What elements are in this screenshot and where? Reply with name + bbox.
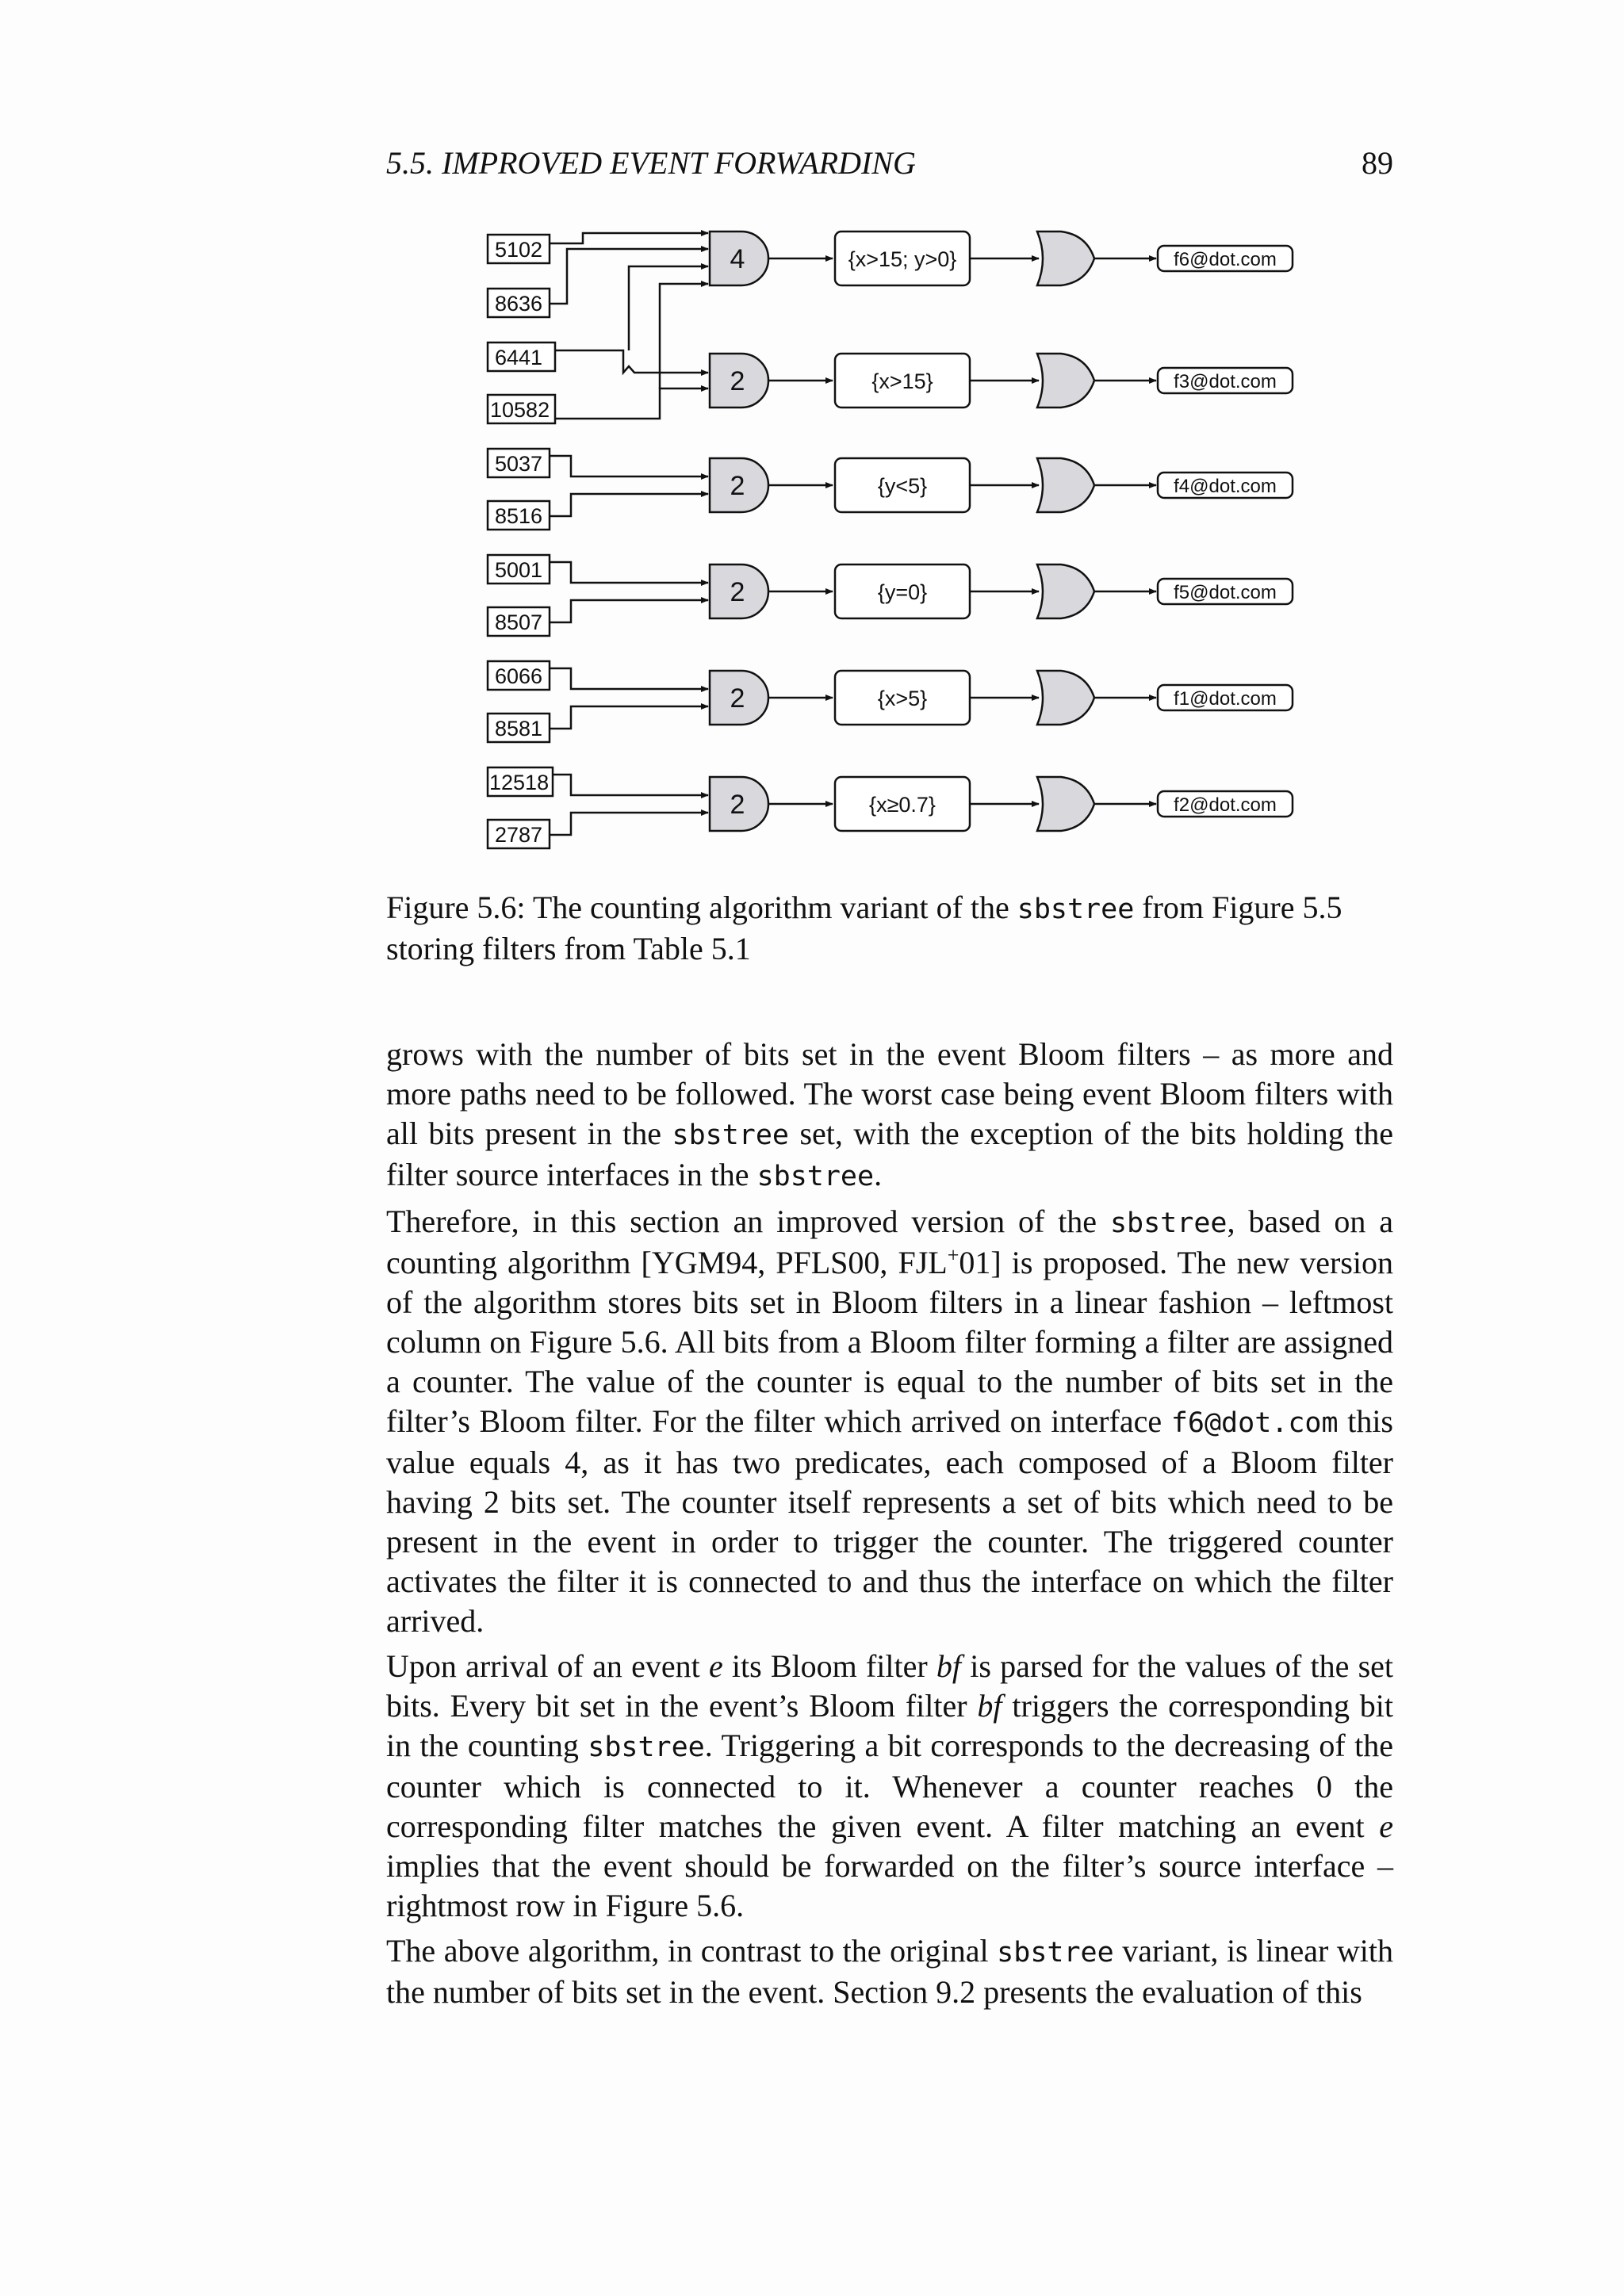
- text: , based on a counting algorithm [YGM94, PFLS00, FJL: [386, 1203, 1394, 1280]
- counter-label: 2: [730, 577, 745, 607]
- paragraph-2: [386, 1202, 1393, 1641]
- bit-label: 5102: [495, 238, 543, 262]
- counter-label: 4: [730, 244, 745, 274]
- or-gate: [1037, 354, 1094, 408]
- code: sbstree: [672, 1119, 790, 1151]
- math-var: bf: [977, 1688, 1002, 1724]
- filter-label: {x>5}: [877, 687, 928, 710]
- bit-label: 6066: [495, 664, 543, 688]
- paragraph-3: [386, 1647, 1393, 1926]
- caption-code: sbstree: [1017, 894, 1135, 925]
- caption-suffix: from Figure 5.5 storing filters from Table 5.1: [386, 890, 1342, 966]
- arrows-gate-filter: [768, 258, 833, 804]
- or-gate: [1037, 232, 1094, 285]
- text: triggers the corresponding bit in the counting: [386, 1688, 1394, 1763]
- or-gate: [1037, 671, 1094, 725]
- section-title: 5.5. IMPROVED EVENT FORWARDING: [386, 145, 916, 181]
- text: .: [874, 1157, 883, 1192]
- or-gate: [1037, 458, 1094, 512]
- math-var: e: [708, 1648, 723, 1684]
- paragraph-4: [386, 1931, 1393, 2012]
- interface-label: f4@dot.com: [1174, 476, 1277, 497]
- bit-boxes: [488, 235, 555, 848]
- code: sbstree: [756, 1161, 875, 1192]
- paragraph-1: [386, 1035, 1393, 1196]
- interface-label: f3@dot.com: [1174, 371, 1277, 392]
- math-var: e: [1379, 1808, 1393, 1844]
- wires-pairs: [550, 456, 708, 835]
- bit-label: 6441: [495, 346, 543, 369]
- arrows-or-interface: [1094, 258, 1156, 804]
- bit-label: 2787: [495, 823, 543, 847]
- code: sbstree: [588, 1732, 705, 1763]
- code: f6@dot.com: [1170, 1407, 1339, 1439]
- text: set, with the exception of the bits holding the filter source interfaces in the: [386, 1115, 1393, 1192]
- text: Therefore, in this section an improved version of the: [386, 1203, 1110, 1239]
- counter-label: 2: [730, 683, 745, 714]
- superscript: +: [947, 1243, 959, 1267]
- interface-label: f1@dot.com: [1174, 688, 1277, 710]
- code: sbstree: [997, 1937, 1114, 1969]
- filter-boxes: [835, 232, 970, 831]
- filter-label: {y<5}: [877, 474, 928, 498]
- text: its Bloom filter: [722, 1648, 936, 1684]
- figure-caption: [386, 888, 1393, 969]
- or-gate: [1037, 564, 1094, 618]
- text: variant, is linear with the number of bits set in the event. Section 9.2 presents the evaluation of this: [386, 1933, 1393, 2010]
- text: this value equals 4, as it has two predicates, each composed of a Bloom filter having 2 bits set. The counter itself represents a set of bits which need to be present in the event in order to trigger the counter. The triggered counter activates the filter it is connected to and thus the interface on which the filter arrived.: [386, 1403, 1393, 1639]
- interface-label: f2@dot.com: [1174, 794, 1277, 816]
- bit-label: 8636: [495, 292, 543, 316]
- counter-label: 2: [730, 471, 745, 501]
- filter-label: {y=0}: [877, 580, 928, 604]
- caption-prefix: Figure 5.6: The counting algorithm variant of the: [386, 890, 1017, 925]
- bit-label: 10582: [490, 398, 550, 422]
- bit-label: 5037: [495, 452, 543, 476]
- text: Upon arrival of an event: [386, 1648, 709, 1684]
- counter-gates: [710, 232, 768, 831]
- text: . Triggering a bit corresponds to the decreasing of the counter which is connected to it. Whenever a counter reaches 0 the corresponding filter matches the given event. A filter matching an event: [386, 1728, 1393, 1844]
- interface-boxes: [1158, 246, 1293, 817]
- interface-label: f6@dot.com: [1174, 249, 1277, 270]
- bit-label: 8581: [495, 717, 543, 740]
- wires-top: [550, 233, 708, 419]
- filter-label: {x>15}: [871, 369, 933, 393]
- interface-label: f5@dot.com: [1174, 582, 1277, 603]
- running-header: [386, 144, 1393, 192]
- or-gate: [1037, 777, 1094, 831]
- counter-label: 2: [730, 790, 745, 820]
- page-number: 89: [1362, 145, 1393, 181]
- arrows-filter-or: [970, 258, 1039, 804]
- or-gates: [1037, 232, 1094, 831]
- text: is parsed for the values of the set bits. Every bit set in the event’s Bloom filter: [386, 1648, 1393, 1724]
- bit-label: 12518: [489, 771, 550, 794]
- code: sbstree: [1109, 1207, 1228, 1239]
- text: implies that the event should be forwarded on the filter’s source interface – rightmost row in Figure 5.6.: [386, 1848, 1393, 1923]
- filter-label: {x≥0.7}: [869, 793, 936, 817]
- bit-label: 8516: [495, 504, 543, 528]
- text: 01] is proposed. The new version of the algorithm stores bits set in Bloom filters in a linear fashion – leftmost column on Figure 5.6. All bits from a Bloom filter forming a filter are assigned a counter. The value of the counter is equal to the number of bits set in the filter’s Bloom filter. For the filter which arrived on interface: [386, 1245, 1394, 1439]
- body-text: [386, 1035, 1393, 2018]
- math-var: bf: [936, 1648, 962, 1684]
- text: The above algorithm, in contrast to the original: [386, 1933, 998, 1969]
- text: grows with the number of bits set in the event Bloom filters – as more and more paths need to be followed. The worst case being event Bloom filters with all bits present in the: [386, 1036, 1393, 1151]
- figure-counting-sbstree: [476, 222, 1308, 856]
- bit-label: 8507: [495, 610, 543, 634]
- bit-label: 5001: [495, 558, 543, 582]
- counter-label: 2: [730, 366, 745, 396]
- filter-label: {x>15; y>0}: [848, 247, 957, 271]
